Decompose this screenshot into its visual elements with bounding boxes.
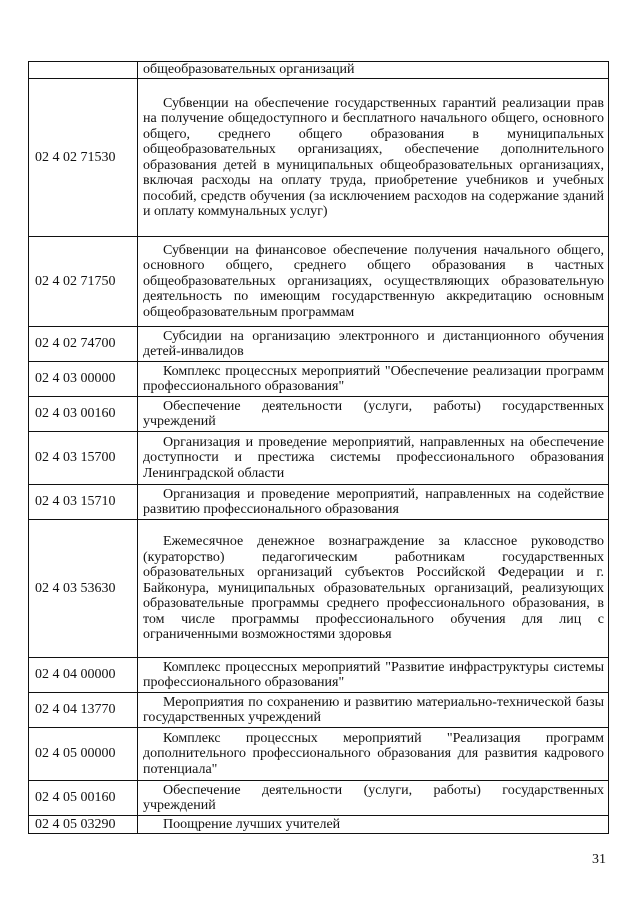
code-cell: 02 4 02 71530 <box>29 79 138 237</box>
code-cell: 02 4 03 53630 <box>29 520 138 658</box>
code-cell <box>29 62 138 79</box>
table-row <box>29 658 609 693</box>
table-row <box>29 362 609 397</box>
description-cell: Ежемесячное денежное вознаграждение за классное руководство (кураторство) педагогическим работникам государственных образовательных организаций субъектов Российской Федерации и г. Байконура, муниципальных образовательных организаций, реализующих образовательные программы среднего профессионального образования, в том числе программы профессионального обучения для лиц с ограниченными возможностями здоровья <box>138 520 609 658</box>
code-cell: 02 4 05 00000 <box>29 728 138 781</box>
description-cell: Комплекс процессных мероприятий "Развитие инфраструктуры системы профессионального образования" <box>138 658 609 693</box>
table-row <box>29 728 609 781</box>
description-cell: Комплекс процессных мероприятий "Обеспечение реализации программ профессионального образования" <box>138 362 609 397</box>
budget-code-table <box>28 61 609 834</box>
code-cell: 02 4 03 15710 <box>29 485 138 520</box>
code-cell: 02 4 02 74700 <box>29 327 138 362</box>
table-row <box>29 781 609 816</box>
description-cell: Субсидии на организацию электронного и дистанционного обучения детей-инвалидов <box>138 327 609 362</box>
table-row <box>29 62 609 79</box>
description-cell: Обеспечение деятельности (услуги, работы) государственных учреждений <box>138 781 609 816</box>
code-cell: 02 4 03 00000 <box>29 362 138 397</box>
code-cell: 02 4 03 00160 <box>29 397 138 432</box>
code-cell: 02 4 04 00000 <box>29 658 138 693</box>
table-row <box>29 79 609 237</box>
description-cell: Мероприятия по сохранению и развитию материально-технической базы государственных учреждений <box>138 693 609 728</box>
code-cell: 02 4 03 15700 <box>29 432 138 485</box>
code-cell: 02 4 02 71750 <box>29 237 138 327</box>
table-row <box>29 327 609 362</box>
table-row <box>29 397 609 432</box>
budget-code-table-container <box>28 61 608 834</box>
code-cell: 02 4 05 00160 <box>29 781 138 816</box>
code-cell: 02 4 04 13770 <box>29 693 138 728</box>
description-cell: Организация и проведение мероприятий, направленных на содействие развитию профессионального образования <box>138 485 609 520</box>
description-cell: Субвенции на обеспечение государственных гарантий реализации прав на получение общедоступного и бесплатного начального общего, основного общего, среднего общего образования в муниципальных общеобразовательных организациях, обеспечение дополнительного образования детей в муниципальных общеобразовательных организациях, включая расходы на оплату труда, приобретение учебников и учебных пособий, средств обучения (за исключением расходов на содержание зданий и оплату коммунальных услуг) <box>138 79 609 237</box>
table-row <box>29 485 609 520</box>
description-cell: Поощрение лучших учителей <box>138 816 609 834</box>
table-row <box>29 816 609 834</box>
description-cell: Обеспечение деятельности (услуги, работы) государственных учреждений <box>138 397 609 432</box>
description-cell: Организация и проведение мероприятий, направленных на обеспечение доступности и престижа системы профессионального образования Ленинградской области <box>138 432 609 485</box>
table-row <box>29 432 609 485</box>
table-row <box>29 237 609 327</box>
description-cell: Комплекс процессных мероприятий "Реализация программ дополнительного профессионального образования для развития кадрового потенциала" <box>138 728 609 781</box>
page-number: 31 <box>592 852 606 867</box>
table-row <box>29 693 609 728</box>
table-row <box>29 520 609 658</box>
description-cell: общеобразовательных организаций <box>138 62 609 79</box>
code-cell: 02 4 05 03290 <box>29 816 138 834</box>
description-cell: Субвенции на финансовое обеспечение получения начального общего, основного общего, среднего общего образования в частных общеобразовательных организациях, осуществляющих образовательную деятельность по имеющим государственную аккредитацию основным общеобразовательным программам <box>138 237 609 327</box>
